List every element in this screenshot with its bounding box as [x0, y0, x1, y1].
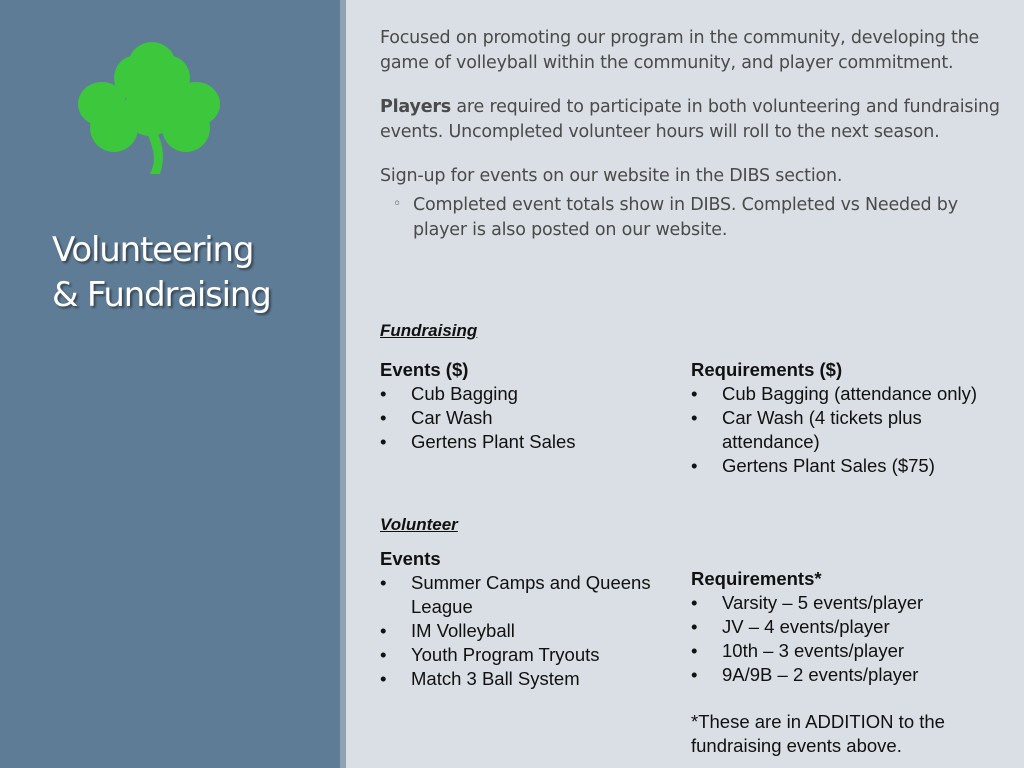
list-item — [691, 639, 991, 663]
volunteer-events-header: Events — [380, 548, 441, 569]
dibs-sub-bullet-text: Completed event totals show in DIBS. Completed vs Needed by player is also posted on our website. — [413, 195, 958, 240]
list-item-text: Cub Bagging (attendance only) — [722, 383, 978, 404]
slide-title — [52, 228, 332, 318]
list-item — [691, 663, 991, 687]
volunteer-requirements-column — [691, 567, 991, 687]
bullet-icon: • — [691, 383, 698, 404]
list-item — [380, 667, 670, 691]
fundraising-section-title — [380, 318, 477, 343]
list-item-text: 9A/9B – 2 events/player — [722, 664, 919, 685]
list-item — [691, 406, 991, 454]
fundraising-title-text: Fundraising — [380, 321, 478, 340]
bullet-icon: • — [380, 644, 387, 665]
volunteer-requirements-list — [691, 591, 991, 687]
shamrock-icon — [72, 38, 228, 176]
volunteer-events-column — [380, 547, 670, 691]
signup-paragraph: Sign-up for events on our website in the DIBS section. — [380, 166, 843, 186]
bullet-icon: • — [380, 572, 387, 593]
title-line-2: & Fundraising — [52, 275, 271, 315]
fundraising-requirements-column — [691, 358, 991, 478]
bullet-icon: • — [691, 407, 698, 428]
bullet-icon: • — [691, 616, 698, 637]
fundraising-events-header: Events ($) — [380, 359, 469, 380]
list-item-text: IM Volleyball — [411, 620, 515, 641]
list-item — [691, 615, 991, 639]
list-item-text: Car Wash (4 tickets plus attendance) — [722, 407, 922, 452]
bullet-icon: • — [380, 407, 387, 428]
list-item-text: JV – 4 events/player — [722, 616, 890, 637]
fundraising-requirements-list — [691, 382, 991, 478]
volunteer-events-list — [380, 571, 670, 691]
list-item-text: Gertens Plant Sales ($75) — [722, 455, 935, 476]
fundraising-events-column — [380, 358, 670, 454]
bullet-icon: • — [691, 592, 698, 613]
players-paragraph — [380, 95, 1000, 145]
list-item — [380, 619, 670, 643]
list-item-text: Gertens Plant Sales — [411, 431, 576, 452]
volunteer-requirements-header: Requirements* — [691, 568, 822, 589]
players-text: are required to participate in both volunteering and fundraising events. Uncompleted volunteer hours will roll to the next season. — [380, 97, 1000, 142]
list-item-text: 10th – 3 events/player — [722, 640, 905, 661]
players-label: Players — [380, 97, 452, 117]
list-item-text: Match 3 Ball System — [411, 668, 580, 689]
list-item — [380, 430, 670, 454]
intro-paragraph: Focused on promoting our program in the community, developing the game of volleyball within the community, and player commitment. — [380, 28, 980, 73]
title-line-1: Volunteering — [52, 230, 254, 270]
bullet-icon: • — [691, 664, 698, 685]
bullet-icon: • — [691, 455, 698, 476]
dibs-sub-bullet — [380, 193, 1000, 243]
list-item — [380, 406, 670, 430]
list-item — [380, 643, 670, 667]
list-item — [380, 571, 670, 619]
sub-bullet-mark: ◦ — [393, 196, 402, 212]
list-item — [691, 454, 991, 478]
panel-divider — [340, 0, 346, 768]
intro-text — [380, 26, 1000, 243]
bullet-icon: • — [380, 431, 387, 452]
volunteer-section-title — [380, 512, 458, 537]
list-item-text: Car Wash — [411, 407, 493, 428]
bullet-icon: • — [691, 640, 698, 661]
list-item-text: Varsity – 5 events/player — [722, 592, 924, 613]
bullet-icon: • — [380, 383, 387, 404]
fundraising-events-list — [380, 382, 670, 454]
fundraising-requirements-header: Requirements ($) — [691, 359, 843, 380]
list-item — [380, 382, 670, 406]
list-item-text: Summer Camps and Queens League — [411, 572, 651, 617]
volunteer-footnote: *These are in ADDITION to the fundraising events above. — [691, 711, 945, 756]
bullet-icon: • — [380, 620, 387, 641]
bullet-icon: • — [380, 668, 387, 689]
list-item — [691, 591, 991, 615]
volunteer-title-text: Volunteer — [380, 515, 458, 534]
list-item — [691, 382, 991, 406]
list-item-text: Cub Bagging — [411, 383, 518, 404]
list-item-text: Youth Program Tryouts — [411, 644, 600, 665]
